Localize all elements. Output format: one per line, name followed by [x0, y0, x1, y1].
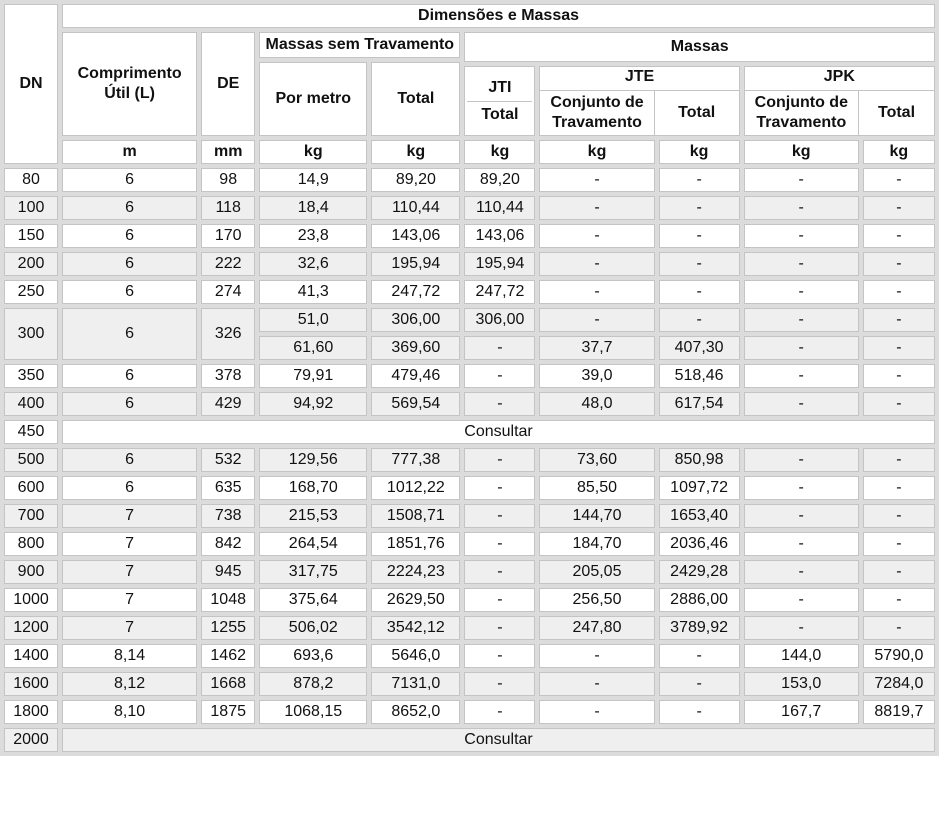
jti-total-cell: -: [464, 336, 535, 360]
jpk-conjunto-cell: -: [744, 560, 859, 584]
jti-total-cell: -: [464, 448, 535, 472]
jti-total-cell: -: [464, 644, 535, 668]
unit-kg: kg: [259, 140, 367, 164]
de-cell: 326: [201, 308, 255, 360]
total-cell: 2629,50: [371, 588, 460, 612]
unit-kg: kg: [863, 140, 935, 164]
jpk-total-cell: -: [863, 560, 935, 584]
table-row: [4, 616, 935, 640]
de-cell: 1462: [201, 644, 255, 668]
jpk-conjunto-cell: -: [744, 364, 859, 388]
table-row: [4, 224, 935, 248]
jti-total-cell: 306,00: [464, 308, 535, 332]
header-jti-label: JTI: [467, 78, 532, 102]
jte-conjunto-cell: -: [539, 700, 654, 724]
length-cell: 7: [62, 504, 197, 528]
de-cell: 274: [201, 280, 255, 304]
header-jti: [464, 66, 535, 136]
jte-total-cell: -: [659, 168, 740, 192]
jte-conjunto-cell: 144,70: [539, 504, 654, 528]
per-meter-cell: 32,6: [259, 252, 367, 276]
dn-cell: 500: [4, 448, 58, 472]
consultar-cell: Consultar: [62, 728, 935, 752]
jti-total-cell: 195,94: [464, 252, 535, 276]
jte-total-cell: -: [659, 196, 740, 220]
jte-total-cell: 617,54: [659, 392, 740, 416]
total-cell: 569,54: [371, 392, 460, 416]
jte-conjunto-cell: 48,0: [539, 392, 654, 416]
jpk-total-cell: 8819,7: [863, 700, 935, 724]
de-cell: 635: [201, 476, 255, 500]
dn-cell: 2000: [4, 728, 58, 752]
per-meter-cell: 129,56: [259, 448, 367, 472]
dn-cell: 150: [4, 224, 58, 248]
jti-total-cell: -: [464, 476, 535, 500]
jpk-conjunto-cell: -: [744, 476, 859, 500]
jte-total-cell: -: [659, 252, 740, 276]
dn-cell: 700: [4, 504, 58, 528]
per-meter-cell: 878,2: [259, 672, 367, 696]
jte-conjunto-cell: 184,70: [539, 532, 654, 556]
jti-total-cell: -: [464, 616, 535, 640]
de-cell: 118: [201, 196, 255, 220]
table-row: [4, 392, 935, 416]
total-cell: 777,38: [371, 448, 460, 472]
jpk-total-cell: -: [863, 476, 935, 500]
length-cell: 8,10: [62, 700, 197, 724]
header-dn: DN: [4, 4, 58, 164]
de-cell: 738: [201, 504, 255, 528]
per-meter-cell: 1068,15: [259, 700, 367, 724]
jpk-conjunto-cell: 153,0: [744, 672, 859, 696]
jpk-conjunto-cell: -: [744, 224, 859, 248]
per-meter-cell: 506,02: [259, 616, 367, 640]
jpk-total-cell: -: [863, 448, 935, 472]
jpk-conjunto-cell: 144,0: [744, 644, 859, 668]
table-title: Dimensões e Massas: [62, 4, 935, 28]
per-meter-cell: 51,0: [259, 308, 367, 332]
length-cell: 6: [62, 252, 197, 276]
jpk-total-cell: -: [863, 336, 935, 360]
jte-total-cell: -: [659, 308, 740, 332]
jpk-total-cell: -: [863, 308, 935, 332]
header-jpk: [744, 66, 935, 136]
length-cell: 6: [62, 448, 197, 472]
per-meter-cell: 18,4: [259, 196, 367, 220]
table-row: [4, 308, 935, 332]
header-de: DE: [201, 32, 255, 136]
table-row: [4, 532, 935, 556]
jpk-conjunto-cell: -: [744, 588, 859, 612]
total-cell: 5646,0: [371, 644, 460, 668]
length-cell: 6: [62, 392, 197, 416]
header-jti-total: Total: [481, 105, 519, 123]
jpk-conjunto-cell: -: [744, 168, 859, 192]
header-comprimento: Comprimento Útil (L): [62, 32, 197, 136]
jpk-conjunto-cell: -: [744, 616, 859, 640]
dn-cell: 200: [4, 252, 58, 276]
jpk-conjunto-cell: -: [744, 280, 859, 304]
de-cell: 1048: [201, 588, 255, 612]
total-cell: 2224,23: [371, 560, 460, 584]
jte-conjunto-cell: 39,0: [539, 364, 654, 388]
jti-total-cell: 247,72: [464, 280, 535, 304]
header-massas: Massas: [464, 32, 935, 62]
total-cell: 306,00: [371, 308, 460, 332]
header-jpk-conjunto: Conjunto de Travamento: [745, 91, 859, 135]
jte-total-cell: -: [659, 280, 740, 304]
unit-kg: kg: [539, 140, 654, 164]
total-cell: 1012,22: [371, 476, 460, 500]
de-cell: 532: [201, 448, 255, 472]
jte-total-cell: 3789,92: [659, 616, 740, 640]
header-jte: [539, 66, 739, 136]
de-cell: 98: [201, 168, 255, 192]
table-row: [4, 280, 935, 304]
jti-total-cell: 89,20: [464, 168, 535, 192]
total-cell: 3542,12: [371, 616, 460, 640]
total-cell: 8652,0: [371, 700, 460, 724]
table-row: [4, 168, 935, 192]
jte-total-cell: 2036,46: [659, 532, 740, 556]
length-cell: 6: [62, 196, 197, 220]
total-cell: 479,46: [371, 364, 460, 388]
jte-conjunto-cell: -: [539, 644, 654, 668]
jte-conjunto-cell: -: [539, 224, 654, 248]
dn-cell: 800: [4, 532, 58, 556]
jte-total-cell: 1653,40: [659, 504, 740, 528]
jti-total-cell: -: [464, 672, 535, 696]
de-cell: 1668: [201, 672, 255, 696]
jpk-conjunto-cell: -: [744, 336, 859, 360]
jpk-conjunto-cell: 167,7: [744, 700, 859, 724]
unit-m: m: [62, 140, 197, 164]
per-meter-cell: 317,75: [259, 560, 367, 584]
per-meter-cell: 264,54: [259, 532, 367, 556]
jti-total-cell: -: [464, 364, 535, 388]
table-row: [4, 504, 935, 528]
jte-conjunto-cell: -: [539, 252, 654, 276]
jte-total-cell: 407,30: [659, 336, 740, 360]
per-meter-cell: 79,91: [259, 364, 367, 388]
unit-kg: kg: [659, 140, 740, 164]
header-jpk-label: JPK: [745, 67, 934, 91]
jpk-conjunto-cell: -: [744, 448, 859, 472]
per-meter-cell: 61,60: [259, 336, 367, 360]
jte-total-cell: -: [659, 224, 740, 248]
jte-total-cell: 518,46: [659, 364, 740, 388]
header-jpk-total: Total: [877, 104, 916, 121]
jpk-conjunto-cell: -: [744, 504, 859, 528]
jpk-total-cell: -: [863, 532, 935, 556]
jpk-total-cell: -: [863, 616, 935, 640]
header-massas-sem-travamento: Massas sem Travamento: [259, 32, 460, 58]
total-cell: 1851,76: [371, 532, 460, 556]
dn-cell: 450: [4, 420, 58, 444]
table-row: [4, 196, 935, 220]
table-body: [4, 168, 935, 752]
header-jpk-sub: [745, 91, 934, 135]
per-meter-cell: 168,70: [259, 476, 367, 500]
header-jte-total: Total: [678, 104, 716, 121]
per-meter-cell: 94,92: [259, 392, 367, 416]
table-row: [4, 560, 935, 584]
length-cell: 7: [62, 560, 197, 584]
per-meter-cell: 23,8: [259, 224, 367, 248]
per-meter-cell: 693,6: [259, 644, 367, 668]
de-cell: 945: [201, 560, 255, 584]
table-row: [4, 364, 935, 388]
jpk-total-cell: -: [863, 364, 935, 388]
per-meter-cell: 14,9: [259, 168, 367, 192]
jte-conjunto-cell: 205,05: [539, 560, 654, 584]
dn-cell: 100: [4, 196, 58, 220]
length-cell: 6: [62, 168, 197, 192]
length-cell: 7: [62, 588, 197, 612]
unit-kg: kg: [464, 140, 535, 164]
jpk-total-cell: -: [863, 168, 935, 192]
table-row: [4, 728, 935, 752]
table-row: [4, 252, 935, 276]
header-jte-label: JTE: [540, 67, 738, 91]
per-meter-cell: 41,3: [259, 280, 367, 304]
length-cell: 6: [62, 308, 197, 360]
de-cell: 842: [201, 532, 255, 556]
dn-cell: 1400: [4, 644, 58, 668]
jti-total-cell: -: [464, 588, 535, 612]
jpk-conjunto-cell: -: [744, 196, 859, 220]
jpk-total-cell: -: [863, 224, 935, 248]
dn-cell: 1800: [4, 700, 58, 724]
length-cell: 6: [62, 224, 197, 248]
de-cell: 170: [201, 224, 255, 248]
total-cell: 369,60: [371, 336, 460, 360]
jte-total-cell: 2886,00: [659, 588, 740, 612]
jpk-total-cell: 7284,0: [863, 672, 935, 696]
jte-conjunto-cell: -: [539, 308, 654, 332]
jpk-conjunto-cell: -: [744, 308, 859, 332]
de-cell: 378: [201, 364, 255, 388]
table-row: [4, 672, 935, 696]
dn-cell: 400: [4, 392, 58, 416]
table-row: [4, 476, 935, 500]
length-cell: 6: [62, 364, 197, 388]
jte-total-cell: -: [659, 700, 740, 724]
jti-total-cell: -: [464, 504, 535, 528]
jpk-total-cell: -: [863, 196, 935, 220]
length-cell: 8,14: [62, 644, 197, 668]
total-cell: 7131,0: [371, 672, 460, 696]
header-por-metro: Por metro: [259, 62, 367, 136]
dn-cell: 600: [4, 476, 58, 500]
per-meter-cell: 215,53: [259, 504, 367, 528]
jti-total-cell: -: [464, 700, 535, 724]
length-cell: 7: [62, 616, 197, 640]
total-cell: 1508,71: [371, 504, 460, 528]
total-cell: 195,94: [371, 252, 460, 276]
jti-total-cell: 143,06: [464, 224, 535, 248]
per-meter-cell: 375,64: [259, 588, 367, 612]
jte-conjunto-cell: -: [539, 280, 654, 304]
jte-conjunto-cell: 37,7: [539, 336, 654, 360]
jti-total-cell: -: [464, 532, 535, 556]
jte-conjunto-cell: -: [539, 196, 654, 220]
dn-cell: 1200: [4, 616, 58, 640]
length-cell: 6: [62, 476, 197, 500]
jte-total-cell: 1097,72: [659, 476, 740, 500]
consultar-cell: Consultar: [62, 420, 935, 444]
jte-total-cell: -: [659, 672, 740, 696]
jte-conjunto-cell: -: [539, 672, 654, 696]
jpk-total-cell: -: [863, 588, 935, 612]
jte-conjunto-cell: 247,80: [539, 616, 654, 640]
jti-total-cell: 110,44: [464, 196, 535, 220]
dn-cell: 80: [4, 168, 58, 192]
unit-mm: mm: [201, 140, 255, 164]
length-cell: 7: [62, 532, 197, 556]
jpk-total-cell: -: [863, 280, 935, 304]
length-cell: 6: [62, 280, 197, 304]
table-row: [4, 588, 935, 612]
header-total: Total: [371, 62, 460, 136]
dn-cell: 350: [4, 364, 58, 388]
total-cell: 89,20: [371, 168, 460, 192]
jte-total-cell: -: [659, 644, 740, 668]
table-row: [4, 448, 935, 472]
length-cell: 8,12: [62, 672, 197, 696]
dn-cell: 1000: [4, 588, 58, 612]
jti-total-cell: -: [464, 560, 535, 584]
unit-kg: kg: [744, 140, 859, 164]
jte-conjunto-cell: 85,50: [539, 476, 654, 500]
jte-conjunto-cell: 256,50: [539, 588, 654, 612]
de-cell: 429: [201, 392, 255, 416]
jte-total-cell: 850,98: [659, 448, 740, 472]
total-cell: 143,06: [371, 224, 460, 248]
jti-total-cell: -: [464, 392, 535, 416]
header-jte-conjunto: Conjunto de Travamento: [540, 91, 654, 135]
dn-cell: 1600: [4, 672, 58, 696]
table-row: [4, 644, 935, 668]
jpk-total-cell: 5790,0: [863, 644, 935, 668]
dn-cell: 900: [4, 560, 58, 584]
de-cell: 1875: [201, 700, 255, 724]
jte-total-cell: 2429,28: [659, 560, 740, 584]
jpk-total-cell: -: [863, 504, 935, 528]
dn-cell: 300: [4, 308, 58, 360]
total-cell: 110,44: [371, 196, 460, 220]
dn-cell: 250: [4, 280, 58, 304]
total-cell: 247,72: [371, 280, 460, 304]
jte-conjunto-cell: -: [539, 168, 654, 192]
de-cell: 222: [201, 252, 255, 276]
jpk-conjunto-cell: -: [744, 532, 859, 556]
jte-conjunto-cell: 73,60: [539, 448, 654, 472]
jpk-total-cell: -: [863, 252, 935, 276]
table-row: [4, 420, 935, 444]
jpk-conjunto-cell: -: [744, 392, 859, 416]
jpk-total-cell: -: [863, 392, 935, 416]
table-header: [4, 4, 935, 164]
table-row: [4, 700, 935, 724]
unit-kg: kg: [371, 140, 460, 164]
de-cell: 1255: [201, 616, 255, 640]
header-jte-sub: [540, 91, 738, 135]
jpk-conjunto-cell: -: [744, 252, 859, 276]
